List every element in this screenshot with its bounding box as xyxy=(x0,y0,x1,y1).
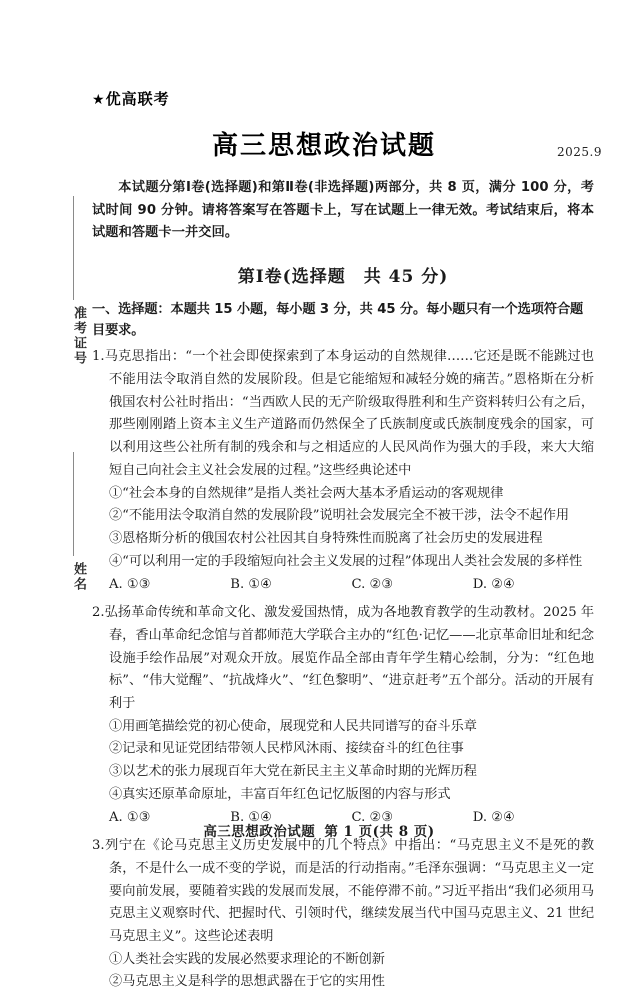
seal-margin xyxy=(0,0,92,891)
star-icon: ★ xyxy=(92,92,106,108)
name-rule xyxy=(73,452,74,556)
section-title: 第Ⅰ卷(选择题 共 45 分) xyxy=(237,267,449,288)
section-intro: 一、选择题：本题共 15 小题，每小题 3 分，共 45 分。每小题只有一个选项符合题目要求。 xyxy=(92,302,584,339)
question-1-choice-d[interactable]: D. ②④ xyxy=(472,577,515,593)
question-2-choice-a[interactable]: A. ①③ xyxy=(109,810,151,826)
question-2-choice-b[interactable]: B. ①④ xyxy=(230,810,272,826)
question-1-choice-a[interactable]: A. ①③ xyxy=(109,577,151,593)
question-2-stem-text: 弘扬革命传统和革命文化、激发爱国热情，成为各地教育教学的生动教材。2025 年春，香山革命纪念馆与首都师范大学联合主办的“红色·记忆——北京革命旧址和纪念设施手绘作品展”对观众开放。展览作品全部由青年学生精心绘制，分为：“红色地标”、“伟大觉醒”、“抗战烽火”、“红色黎明”、“进京赶考”五个部分。活动的开展有利于 xyxy=(104,605,594,711)
footer-paper-name: 高三思想政治试题 xyxy=(203,824,316,840)
question-3-stem-text: 列宁在《论马克思主义历史发展中的几个特点》中指出：“马克思主义不是死的教条，不是什么一成不变的学说，而是活的行动指南。”毛泽东强调：“马克思主义一定要向前发展，要随着实践的发展而发展，不能停滞不前。”习近平指出“我们必须用马克思主义观察时代、把握时代、引领时代，继续发展当代中国马克思主义、21 世纪马克思主义”。这些论述表明 xyxy=(104,838,594,945)
page-title: 高三思想政治试题 xyxy=(211,131,436,161)
question-1-choices xyxy=(92,573,594,597)
question-2-option-4: ④真实还原革命原址，丰富百年红色记忆版图的内容与形式 xyxy=(109,786,451,802)
paper-content xyxy=(92,0,602,994)
exam-brand-label: 优高联考 xyxy=(105,90,170,108)
question-1-option-1: ①“社会本身的自然规律”是指人类社会两大基本矛盾运动的客观规律 xyxy=(109,485,504,501)
exam-brand xyxy=(92,88,594,109)
question-2 xyxy=(92,602,594,830)
title-row xyxy=(92,125,602,161)
question-1-choice-c[interactable]: C. ②③ xyxy=(351,577,394,593)
question-2-choice-d[interactable]: D. ②④ xyxy=(472,810,515,826)
exam-instructions xyxy=(92,177,594,245)
question-2-option-3: ③以艺术的张力展现百年大党在新民主主义革命时期的光辉历程 xyxy=(109,764,477,780)
question-1-stem xyxy=(92,346,594,482)
footer-page-info: 第 1 页(共 8 页) xyxy=(324,824,435,840)
question-3-number: 3. xyxy=(92,838,105,854)
question-2-number: 2. xyxy=(92,605,105,621)
name-label: 姓名 xyxy=(71,562,86,592)
question-2-option-2: ②记录和见证党团结带领人民栉风沐雨、接续奋斗的红色往事 xyxy=(109,741,464,757)
question-3 xyxy=(92,835,594,994)
question-1-choice-b[interactable]: B. ①④ xyxy=(230,577,272,593)
question-1-option-4: ④“可以利用一定的手段缩短向社会主义发展的过程”体现出人类社会发展的多样性 xyxy=(109,553,583,569)
question-2-option-1: ①用画笔描绘党的初心使命，展现党和人民共同谱写的奋斗乐章 xyxy=(109,718,477,734)
question-3-option-2: ②马克思主义是科学的思想武器在于它的实用性 xyxy=(109,974,385,990)
question-2-choice-c[interactable]: C. ②③ xyxy=(351,810,394,826)
question-3-stem xyxy=(92,835,594,949)
question-1 xyxy=(92,346,594,597)
exam-instructions-text: 本试题分第Ⅰ卷(选择题)和第Ⅱ卷(非选择题)两部分，共 8 页，满分 100 分，考试时间 90 分钟。请将答案写在答题卡上，写在试题上一律无效。考试结束后，将本试题和答题卡一并交回。 xyxy=(92,180,594,241)
question-1-number: 1. xyxy=(92,349,105,365)
admission-number-label: 准考证号 xyxy=(71,306,86,366)
question-2-stem xyxy=(92,602,594,716)
admission-number-rule xyxy=(73,196,74,300)
question-3-option-1: ①人类社会实践的发展必然要求理论的不断创新 xyxy=(109,951,385,967)
question-1-stem-text: 马克思指出：“一个社会即使探索到了本身运动的自然规律……它还是既不能跳过也不能用法令取消自然的发展阶段。但是它能缩短和减轻分娩的痛苦。”恩格斯在分析俄国农村公社时指出：“当西欧人民的无产阶级取得胜利和生产资料转归公有之后，那些刚刚踏上资本主义生产道路而仍然保全了氏族制度或氏族制度残余的国家，可以利用这些公社所有制的残余和与之相适应的人民风尚作为强大的手段，来大大缩短自己向社会主义社会发展的过程。”这些经典论述中 xyxy=(104,349,594,478)
question-1-option-2: ②“不能用法令取消自然的发展阶段”说明社会发展完全不被干涉，法令不起作用 xyxy=(109,508,570,524)
question-1-option-3: ③恩格斯分析的俄国农村公社因其自身特殊性而脱离了社会历史的发展进程 xyxy=(109,530,543,546)
exam-date: 2025.9 xyxy=(557,145,602,159)
page-footer xyxy=(0,820,638,840)
